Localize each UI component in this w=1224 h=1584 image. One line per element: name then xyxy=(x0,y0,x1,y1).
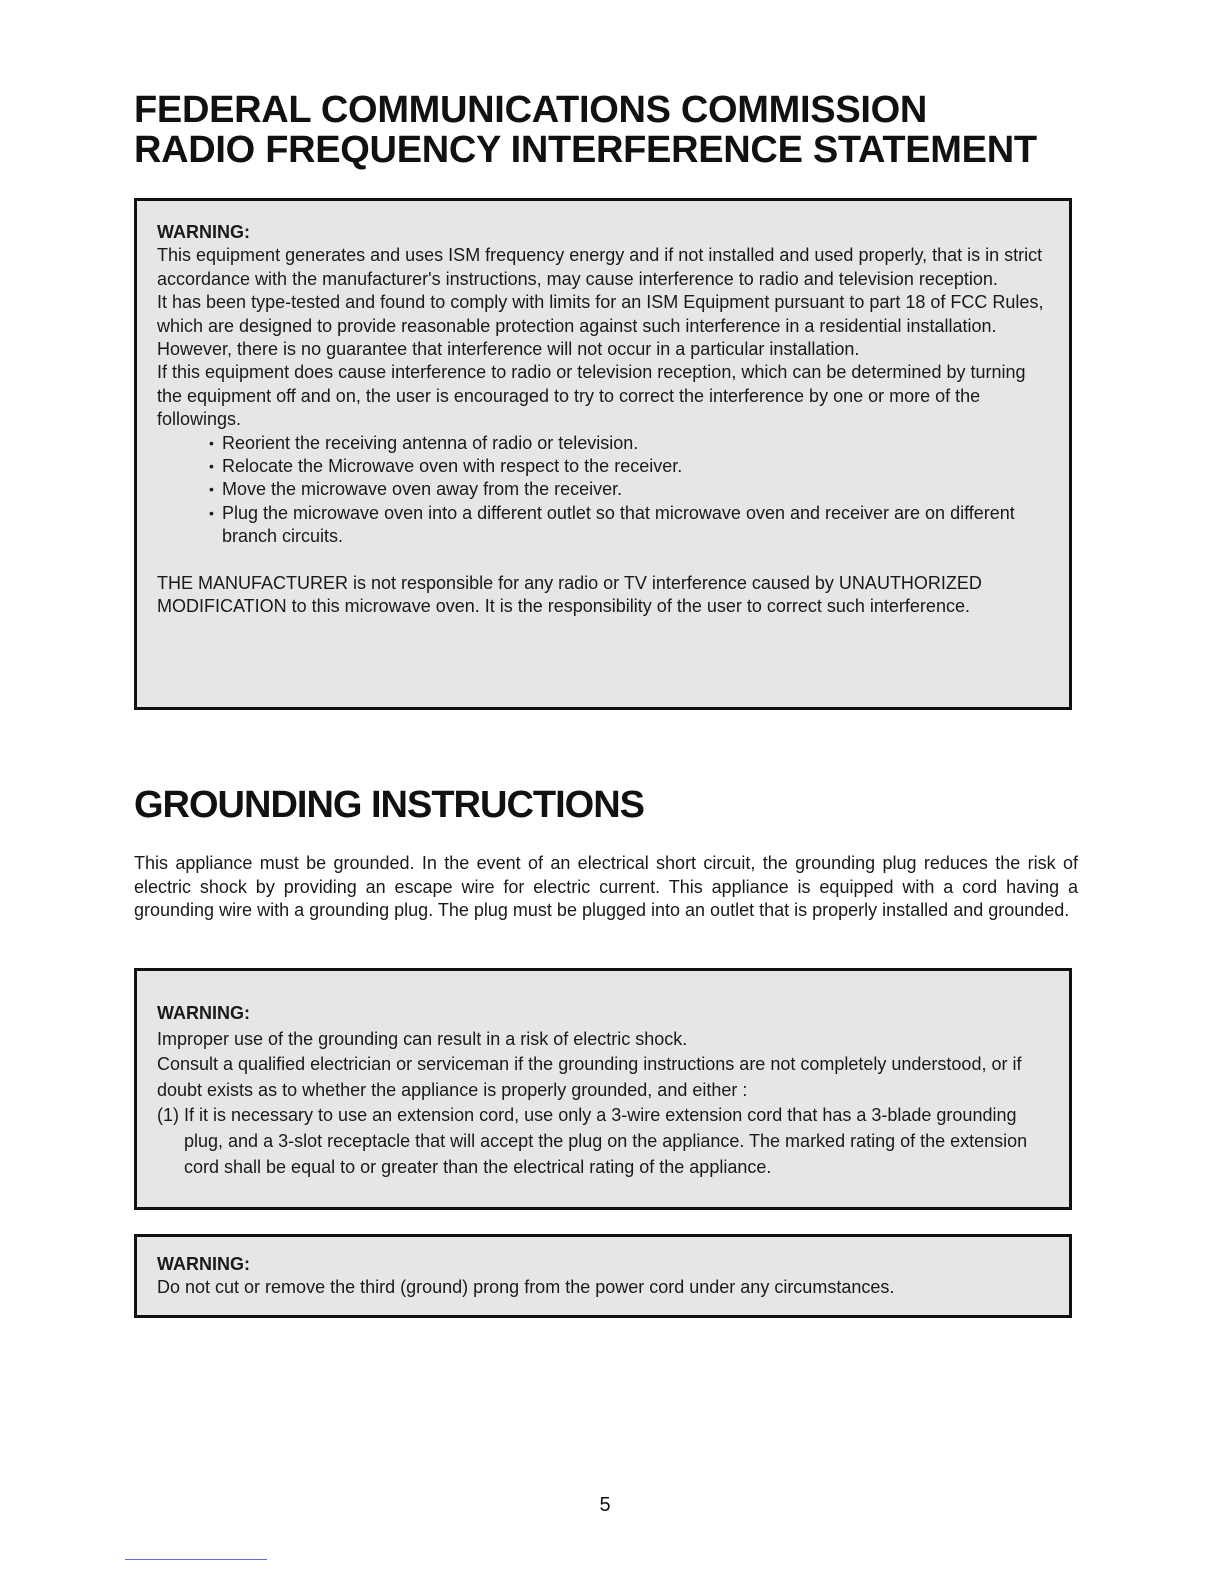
fcc-paragraph-1: This equipment generates and uses ISM frequency energy and if not installed and used properly, that is in strict accordance with the manufacturer's instructions, may cause interference to radio and television reception. xyxy=(157,245,1043,289)
fcc-warning-label: WARNING: xyxy=(157,222,250,242)
prong-warning-box xyxy=(134,1234,1072,1318)
footnote-rule xyxy=(125,1559,267,1560)
fcc-manufacturer-note: THE MANUFACTURER is not responsible for any radio or TV interference caused by UNAUTHORIZED MODIFICATION to this microwave oven. It is the responsibility of the user to correct such interference. xyxy=(157,572,982,617)
grounding-warning-box xyxy=(134,968,1072,1210)
fcc-title-line-1: FEDERAL COMMUNICATIONS COMMISSION xyxy=(134,89,928,131)
grounding-intro: This appliance must be grounded. In the event of an electrical short circuit, the grounding plug reduces the risk of electric shock by providing an escape wire for electric current. This appliance is equipped with a cord having a grounding wire with a grounding plug. The plug must be plugged into an outlet that is properly installed and grounded. xyxy=(134,853,1078,920)
fcc-remedy-item: • Plug the microwave oven into a different outlet so that microwave oven and receiver are on different branch circuits. xyxy=(209,502,1049,549)
prong-warning-text: Do not cut or remove the third (ground) prong from the power cord under any circumstances. xyxy=(157,1277,895,1298)
fcc-paragraph-2: It has been type-tested and found to comply with limits for an ISM Equipment pursuant to part 18 of FCC Rules, which are designed to provide reasonable protection against such interference in a residential installation. xyxy=(157,292,1044,336)
grounding-warning-label: WARNING: xyxy=(157,1003,250,1023)
fcc-title xyxy=(134,90,1094,170)
grounding-numbered-item xyxy=(157,1103,1049,1180)
fcc-title-line-2: RADIO FREQUENCY INTERFERENCE STATEMENT xyxy=(134,129,1037,171)
spacer xyxy=(157,549,1049,572)
grounding-numbered-list xyxy=(157,1103,1049,1180)
fcc-remedy-item: • Move the microwave oven away from the receiver. xyxy=(209,478,1049,501)
fcc-remedy-list xyxy=(157,432,1049,549)
fcc-paragraph-3: However, there is no guarantee that interference will not occur in a particular installation. xyxy=(157,339,860,360)
grounding-warning-line-2: Consult a qualified electrician or serviceman if the grounding instructions are not completely understood, or if doubt exists as to whether the appliance is properly grounded, and either : xyxy=(157,1054,1022,1100)
fcc-remedy-item: • Reorient the receiving antenna of radio or television. xyxy=(209,432,1049,455)
prong-warning-label: WARNING: xyxy=(157,1254,250,1274)
grounding-warning-line-1: Improper use of the grounding can result in a risk of electric shock. xyxy=(157,1028,688,1049)
item-text: If it is necessary to use an extension cord, use only a 3-wire extension cord that has a 3-blade grounding plug, and a 3-slot receptacle that will accept the plug on the appliance. The marked rating of the extension cord shall be equal to or greater than the electrical rating of the appliance. xyxy=(184,1105,1028,1177)
fcc-warning-box xyxy=(134,198,1072,710)
item-number: (1) xyxy=(157,1105,179,1126)
fcc-remedy-item: • Relocate the Microwave oven with respect to the receiver. xyxy=(209,455,1049,478)
fcc-paragraph-4: If this equipment does cause interference to radio or television reception, which can be determined by turning the equipment off and on, the user is encouraged to try to correct the interference by one or more of the followings. xyxy=(157,362,1026,430)
page-number: 5 xyxy=(599,1494,611,1516)
grounding-title: GROUNDING INSTRUCTIONS xyxy=(134,784,644,826)
